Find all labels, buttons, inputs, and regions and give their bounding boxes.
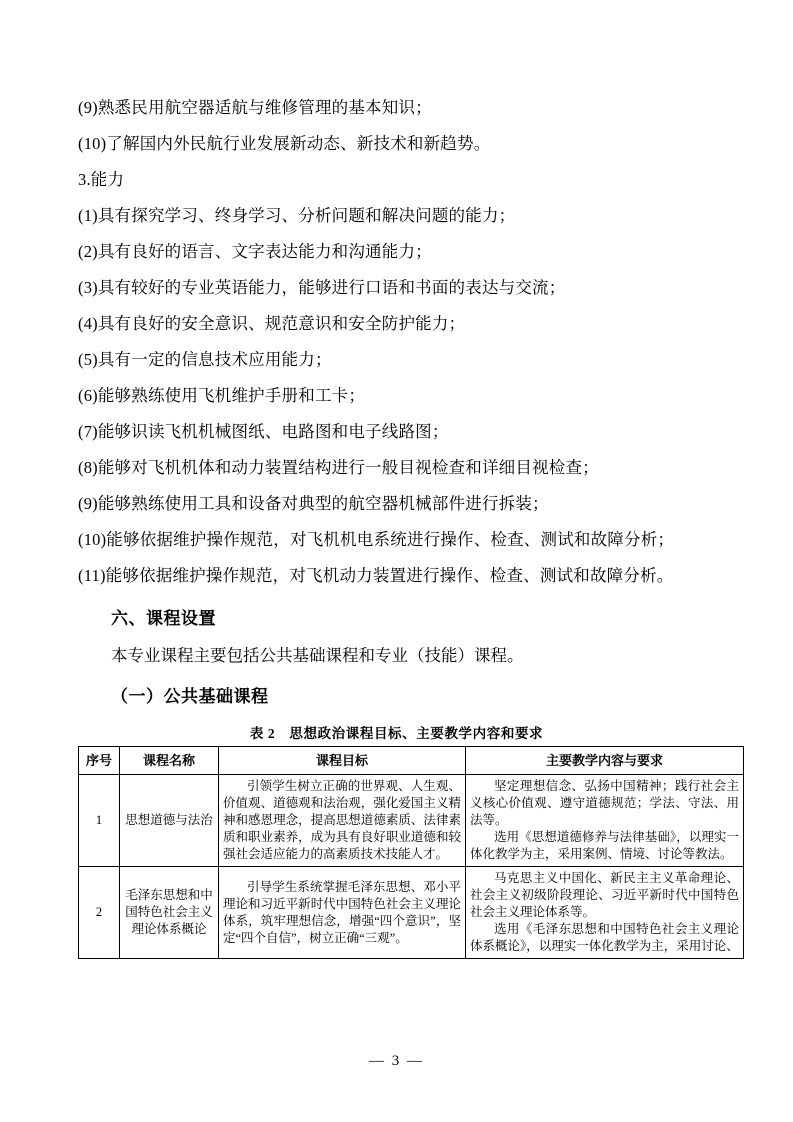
row-1-content-p2: 选用《思想道德修养与法律基础》，以理实一体化教学为主，采用案例、情境、讨论等教法。 — [470, 830, 739, 861]
ability-item-1: (1)具有探究学习、终身学习、分析问题和解决问题的能力； — [78, 206, 516, 225]
table-header-content: 主要教学内容与要求 — [466, 747, 744, 775]
row-1-goal-text: 引领学生树立正确的世界观、人生观、价值观、道德观和法治观，强化爱国主义精神和感恩理念，提高思想道德素质、法律素质和职业素养，成为具有良好职业道德和较强社会适应能力的高素质技术技能人才。 — [223, 779, 461, 861]
table-caption: 表 2 思想政治课程目标、主要教学内容和要求 — [249, 726, 544, 741]
row-1-content-p1: 坚定理想信念、弘扬中国精神；践行社会主义核心价值观、遵守道德规范；学法、守法、用法等。 — [470, 779, 739, 827]
row-2-course-name: 毛泽东思想和中国特色社会主义理论体系概论 — [120, 867, 219, 959]
ability-item-5: (5)具有一定的信息技术应用能力； — [78, 350, 332, 369]
row-1-course-goal — [219, 775, 466, 867]
table-row — [79, 775, 744, 867]
knowledge-item-10: (10)了解国内外民航行业发展新动态、新技术和新趋势。 — [78, 134, 491, 153]
ability-item-3: (3)具有较好的专业英语能力，能够进行口语和书面的表达与交流； — [78, 278, 566, 297]
ability-item-2: (2)具有良好的语言、文字表达能力和沟通能力； — [78, 242, 432, 261]
row-2-content-p2: 选用《毛泽东思想和中国特色社会主义理论体系概论》，以理实一体化教学为主，采用讨论、 — [470, 922, 739, 953]
section-six-intro: 本专业课程主要包括公共基础课程和专业（技能）课程。 — [111, 646, 524, 665]
knowledge-item-9: (9)熟悉民用航空器适航与维修管理的基本知识； — [78, 98, 432, 117]
row-1-content — [466, 775, 744, 867]
ability-item-7: (7)能够识读飞机机械图纸、电路图和电子线路图； — [78, 422, 449, 441]
row-1-seq: 1 — [79, 775, 120, 867]
row-2-course-goal — [219, 867, 466, 959]
ability-section-title: 3.能力 — [78, 170, 125, 189]
ability-item-10: (10)能够依据维护操作规范，对飞机机电系统进行操作、检查、测试和故障分析； — [78, 530, 675, 549]
row-2-goal-text: 引导学生系统掌握毛泽东思想、邓小平理论和习近平新时代中国特色社会主义理论体系，筑牢理想信念，增强“四个意识”，坚定“四个自信”，树立正确“三观”。 — [223, 879, 461, 945]
row-1-course-name: 思想道德与法治 — [120, 775, 219, 867]
row-2-content-p1: 马克思主义中国化、新民主主义革命理论、社会主义初级阶段理论、习近平新时代中国特色社会主义理论体系等。 — [470, 871, 739, 919]
page-number: — 3 — — [369, 1053, 424, 1069]
ability-item-4: (4)具有良好的安全意识、规范意识和安全防护能力； — [78, 314, 466, 333]
ability-item-11: (11)能够依据维护操作规范，对飞机动力装置进行操作、检查、测试和故障分析。 — [78, 566, 674, 585]
ability-item-9: (9)能够熟练使用工具和设备对典型的航空器机械部件进行拆装； — [78, 494, 549, 513]
row-2-seq: 2 — [79, 867, 120, 959]
table-header-course-name: 课程名称 — [120, 747, 219, 775]
ability-item-8: (8)能够对飞机机体和动力装置结构进行一般目视检查和详细目视检查； — [78, 458, 599, 477]
subsection-one-title: （一）公共基础课程 — [111, 687, 269, 706]
table-row — [79, 867, 744, 959]
table-header-seq: 序号 — [79, 747, 120, 775]
table-header-row — [79, 747, 744, 775]
section-six-title: 六、课程设置 — [111, 609, 216, 628]
table-header-course-goal: 课程目标 — [219, 747, 466, 775]
ability-item-6: (6)能够熟练使用飞机维护手册和工卡； — [78, 386, 366, 405]
course-table — [78, 746, 744, 959]
row-2-content — [466, 867, 744, 959]
